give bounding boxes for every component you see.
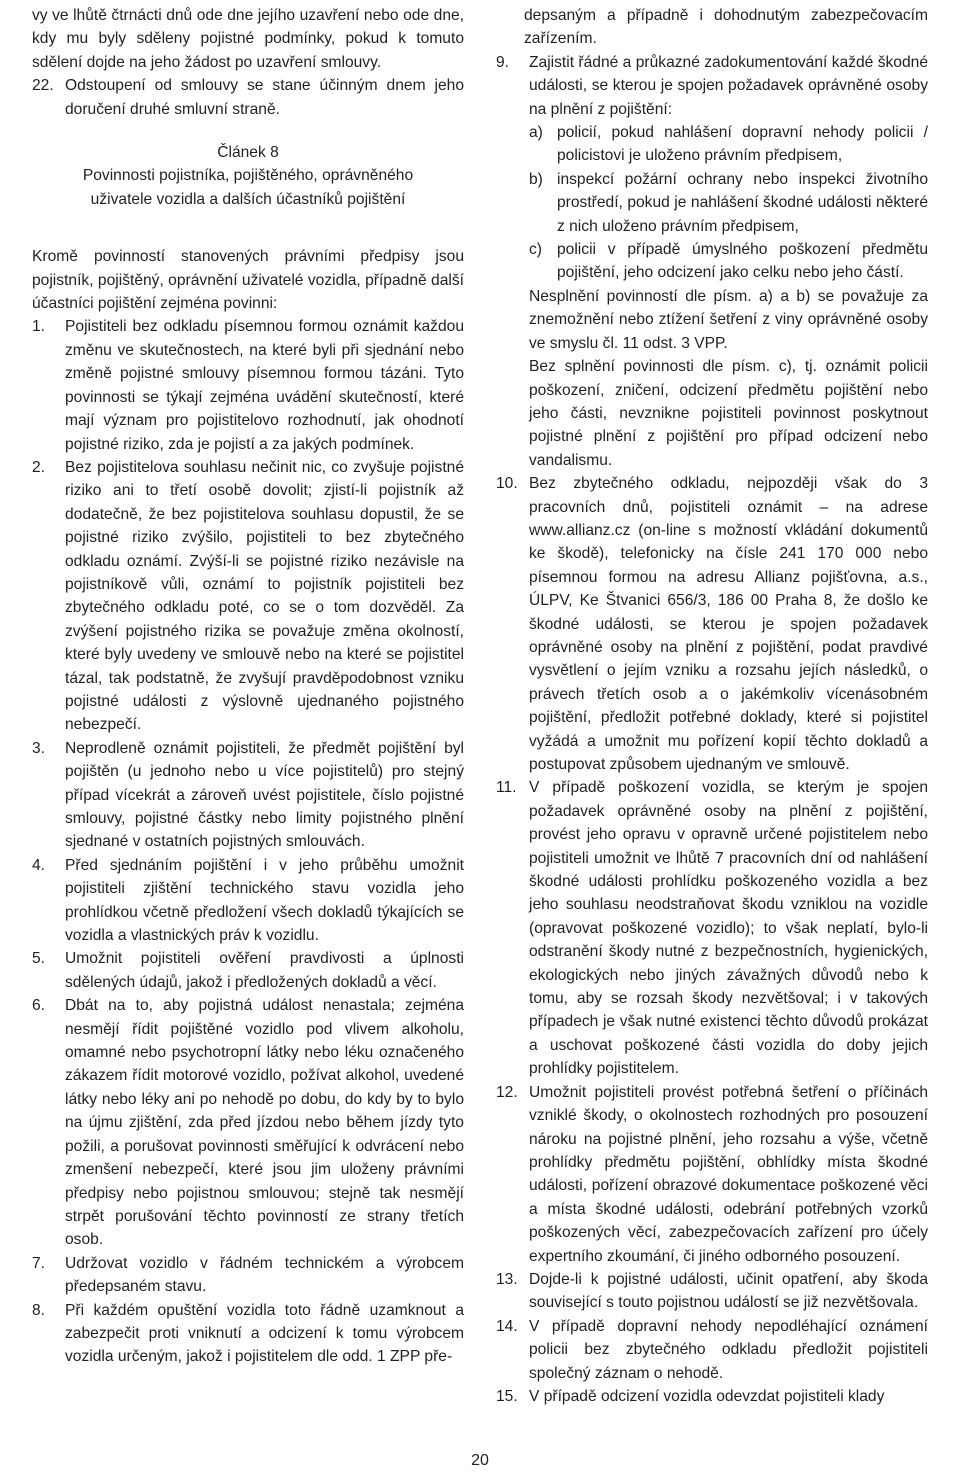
item-text: Před sjednáním pojištění i v jeho průběhu umožnit pojistiteli zjištění technického stavu vozidla jeho prohlídkou včetně předložení všech dokladů týkajících se vozidla a vlastnických práv k vozidlu. <box>65 856 464 945</box>
item-1 <box>32 315 464 455</box>
item-number: 11. <box>496 779 517 797</box>
item-text: Dojde-li k pojistné události, učinit opatření, aby škoda související s touto pojistnou událostí se již nezvětšovala. <box>529 1270 928 1312</box>
item-text: Neprodleně oznámit pojistiteli, že předmět pojištění byl pojištěn (u jednoho nebo u více pojistitelů) pro stejný případ vícekrát a zároveň uvést pojistitele, číslo pojistné smlouvy, pojistné částky nebo limity pojistného plnění sjednané v ostatních pojistných smlouvách. <box>65 739 464 851</box>
sub-item-text: policií, pokud nahlášení dopravní nehody policii / policistovi je uloženo právním předpisem, <box>557 124 928 165</box>
article-title-line-1: Povinnosti pojistníka, pojištěného, oprávněného <box>82 167 414 185</box>
page-number: 20 <box>471 1452 489 1469</box>
item-text: Umožnit pojistiteli ověření pravdivosti a úplnosti sdělených údajů, jakož i předložených dokladů a věcí. <box>65 950 464 991</box>
item-number: 12. <box>496 1083 518 1101</box>
item-text: Dbát na to, aby pojistná událost nenastala; zejména nesmějí řídit pojištěné vozidlo pod vlivem alkoholu, omamné nebo psychotropní látky nebo léku označeného zákazem řídit motorové vozidlo, požívat alkohol, uvedené látky nebo léky ani po nehodě po dobu, do kdy by to bylo na újmu zjištění, zda před jízdou nebo během jízdy tyto požili, a porušovat povinnosti směřující k odvrácení nebo zmenšení nebezpečí, které jsou jim uloženy právními předpisy nebo pojistnou smlouvou; stejně tak nesmějí strpět porušování těchto povinností ze strany třetích osob. <box>65 997 464 1249</box>
article-title-line-2: uživatele vozidla a dalších účastníků pojištění <box>90 190 406 208</box>
item-10 <box>496 472 928 776</box>
left-column <box>32 4 464 1369</box>
sub-item-c <box>529 238 928 285</box>
item-7 <box>32 1252 464 1299</box>
item-number: 14. <box>496 1317 518 1335</box>
item-4 <box>32 854 464 948</box>
item-9 <box>496 51 928 472</box>
item-number: 6. <box>32 997 46 1015</box>
item-22 <box>32 74 464 121</box>
item-number: 15. <box>496 1387 518 1405</box>
article-intro: Kromě povinností stanovených právními předpisy jsou pojistník, pojištěný, oprávnění uživatelé vozidla, případně další účastníci pojištění zejména povinni: <box>32 248 464 313</box>
item-13 <box>496 1268 928 1315</box>
sub-item-text: policii v případě úmyslného poškození předmětu pojištění, jeho odcizení jako celku nebo jeho částí. <box>557 241 928 282</box>
item-number: 13. <box>496 1270 518 1288</box>
continuation-item-8: depsaným a případně i dohodnutým zabezpečovacím zařízením. <box>524 7 928 48</box>
item-number: 4. <box>32 856 46 874</box>
item-number: 1. <box>32 318 46 336</box>
item-text: V případě dopravní nehody nepodléhající oznámení policii bez zbytečného odkladu předložit pojistiteli společný záznam o nehodě. <box>529 1317 928 1382</box>
article-heading <box>32 141 464 211</box>
item-text: Odstoupení od smlouvy se stane účinným dnem jeho doručení druhé smluvní straně. <box>65 77 464 118</box>
item-6 <box>32 994 464 1251</box>
item-text: Umožnit pojistiteli provést potřebná šetření o příčinách vzniklé škody, o okolnostech rozhodných pro posouzení nároku na pojistné plnění, jeho rozsahu a výše, včetně prohlídky předmětu pojištění, obhlídky místa škodné události, pořízení obrazové dokumentace poškozené věci a místa škodné události, odebrání potřebných vzorků poškozených věcí, zabezpečovacích zařízení pro účely expertního zkoumání, či jiného odborného posouzení. <box>529 1083 928 1265</box>
sub-item-text: inspekcí požární ochrany nebo inspekci životního prostředí, pokud je nahlášení škodné události některé z nich uloženo právním předpisem, <box>557 170 928 235</box>
right-column <box>496 4 928 1408</box>
item-number: 9. <box>496 53 510 71</box>
item-9-note-1: Nesplnění povinností dle písm. a) a b) se považuje za znemožnění nebo ztížení šetření z viny oprávněné osoby ve smyslu čl. 11 odst. 3 VPP. <box>529 287 928 352</box>
item-number: 2. <box>32 458 46 476</box>
item-2 <box>32 456 464 737</box>
item-text: V případě odcizení vozidla odevzdat pojistiteli klady <box>529 1387 885 1405</box>
sub-item-letter: a) <box>529 124 543 142</box>
sub-item-b <box>529 168 928 238</box>
item-text: Zajistit řádné a průkazné zadokumentování každé škodné události, se kterou je spojen požadavek oprávněné osoby na plnění z pojištění: <box>529 53 928 118</box>
item-text: Udržovat vozidlo v řádném technickém a výrobcem předepsaném stavu. <box>65 1254 464 1296</box>
item-5 <box>32 947 464 994</box>
item-3 <box>32 737 464 854</box>
article-number: Článek 8 <box>217 144 279 162</box>
item-text: Pojistiteli bez odkladu písemnou formou oznámit každou změnu ve skutečnostech, na které byli při sjednání nebo změně pojistné smlouvy písemnou formou tázáni. Tyto povinnosti se týkají zejména uvádění skutečností, které mají význam pro pojistitelovo rozhodnutí, jak ohodnotí pojistné riziko, zda je pojistí a za jakých podmínek. <box>65 318 464 453</box>
item-number: 3. <box>32 739 46 757</box>
item-text: Při každém opuštění vozidla toto řádně uzamknout a zabezpečit proti vniknutí a odcizení k tomu výrobcem vozidla určeným, jakož i pojistitelem dle odd. 1 ZPP pře- <box>65 1301 464 1366</box>
item-11 <box>496 776 928 1080</box>
continuation-item-21: vy ve lhůtě čtrnácti dnů ode dne jejího uzavření nebo ode dne, kdy mu byly sděleny pojistné podmínky, pokud k tomuto sdělení dojde na jeho žádost po uzavření smlouvy. <box>32 7 464 71</box>
item-number: 7. <box>32 1254 46 1272</box>
item-number: 5. <box>32 950 46 968</box>
item-14 <box>496 1315 928 1385</box>
item-text: Bez pojistitelova souhlasu nečinit nic, co zvyšuje pojistné riziko ani to třetí osobě dovolit; zjistí-li pojistník až dodatečně, že bez pojistitelova souhlasu dopustil, že se pojistné riziko zvýšilo, pojistiteli to bez zbytečného odkladu oznámí. Zvýší-li se pojistné riziko nezávisle na pojistníkově vůli, oznámí to pojistník pojistiteli bez zbytečného odkladu poté, co se o tom dozvěděl. Za zvýšení pojistného rizika se považuje změna okolností, které byly uvedeny ve smlouvě nebo na které se pojistitel tázal, tak podstatně, že zvyšují pravděpodobnost vzniku pojistné události z výslovně ujednaného pojistného nebezpečí. <box>65 458 464 734</box>
sub-item-letter: c) <box>529 241 542 259</box>
item-number: 10. <box>496 475 518 493</box>
item-text: V případě poškození vozidla, se kterým je spojen požadavek oprávněné osoby na plnění z pojištění, provést jeho opravu v opravně určené pojistitelem nebo pojistiteli umožnit ve lhůtě 7 pracovních dní od nahlášení škodné události prohlídku poškozeného vozidla a bez jeho souhlasu neodstraňovat škodu vzniklou na vozidle (opravovat poškozené vozidlo); to však neplatí, bylo-li odstranění škody nutné z bezpečnostních, hygienických, ekologických nebo jiných závažných důvodů nebo k tomu, aby se rozsah škody nezvětšoval; i v takových případech je však nutné existenci těchto důvodů prokázat a uschovat poškozené části vozidla do doby jejich prohlídky pojistitelem. <box>529 779 928 1078</box>
sub-item-letter: b) <box>529 170 543 188</box>
item-9-note-2: Bez splnění povinnosti dle písm. c), tj. oznámit policii poškození, zničení, odcizení předmětu pojištění nebo jeho části, nevznikne pojistiteli povinnost poskytnout pojistné plnění z pojištění pro případ odcizení nebo vandalismu. <box>529 358 928 469</box>
item-8 <box>32 1299 464 1369</box>
item-number: 8. <box>32 1301 46 1319</box>
item-text: Bez zbytečného odkladu, nejpozději však do 3 pracovních dnů, pojistiteli oznámit – na adrese www.allianz.cz (on-line s možností vkládání dokumentů ke škodě), telefonicky na čísle 241 170 000 nebo písemnou formou na adresu Allianz pojišťovna, a.s., ÚLPV, Ke Štvanici 656/3, 186 00 Praha 8, že došlo ke škodné události, se kterou je spojen požadavek oprávněné osoby na plnění z pojištění, podat pravdivé vysvětlení o jejím vzniku a rozsahu jejích následků, o právech třetích osob a o jakémkoliv vícenásobném pojištění, předložit potřebné doklady, které si pojistitel vyžádá a umožnit mu pořízení kopií těchto dokladů a postupovat způsobem ujednaným ve smlouvě. <box>529 475 928 773</box>
item-12 <box>496 1081 928 1268</box>
item-15 <box>496 1385 928 1408</box>
sub-item-a <box>529 121 928 168</box>
item-number: 22. <box>32 77 54 95</box>
